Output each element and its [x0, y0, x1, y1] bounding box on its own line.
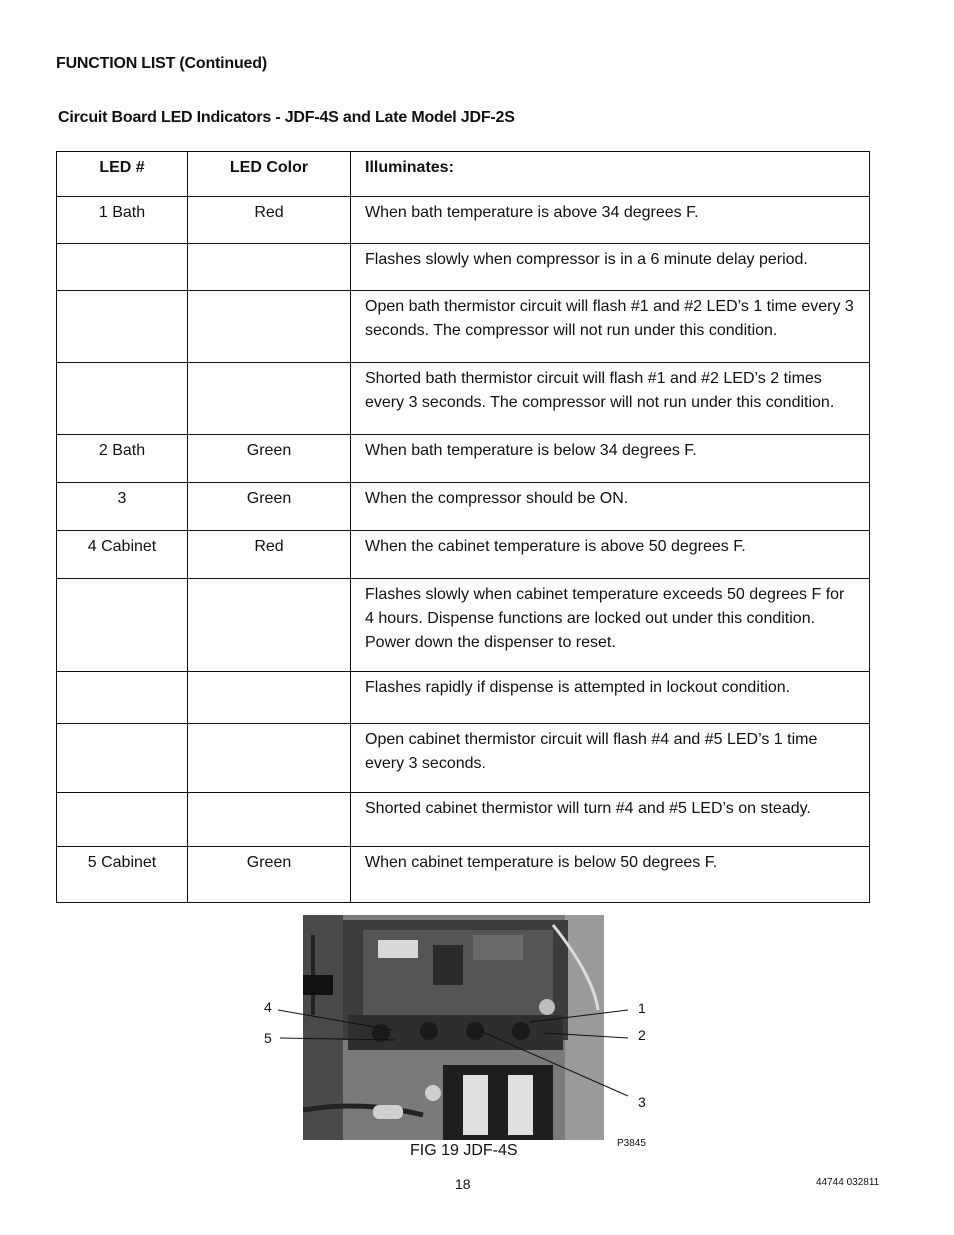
page-number: 18: [455, 1176, 471, 1192]
callout-label-1: 1: [638, 1000, 646, 1016]
header-illuminates: Illuminates:: [351, 152, 870, 197]
illuminates-cell: When bath temperature is above 34 degrees F.: [351, 197, 870, 244]
led-number-cell: 4 Cabinet: [57, 531, 188, 579]
illuminates-cell: When the compressor should be ON.: [351, 483, 870, 531]
illuminates-cell: Flashes slowly when cabinet temperature exceeds 50 degrees F for 4 hours. Dispense functions are locked out under this condition. Power down the dispenser to reset.: [351, 579, 870, 672]
led-number-cell: 5 Cabinet: [57, 847, 188, 903]
table-title: Circuit Board LED Indicators - JDF-4S and Late Model JDF-2S: [58, 109, 515, 126]
illuminates-cell: Flashes rapidly if dispense is attempted in lockout condition.: [351, 672, 870, 724]
led-color-cell: Red: [188, 197, 351, 244]
callout-label-2: 2: [638, 1027, 646, 1043]
illuminates-cell: Flashes slowly when compressor is in a 6 minute delay period.: [351, 244, 870, 291]
illuminates-cell: Shorted bath thermistor circuit will flash #1 and #2 LED’s 2 times every 3 seconds. The compressor will not run under this condition.: [351, 363, 870, 435]
illuminates-cell: When bath temperature is below 34 degrees F.: [351, 435, 870, 483]
callout-label-5: 5: [264, 1030, 272, 1046]
led-color-cell: Green: [188, 847, 351, 903]
led-number-cell: 2 Bath: [57, 435, 188, 483]
led-color-cell: Green: [188, 483, 351, 531]
figure-caption: FIG 19 JDF-4S: [410, 1142, 518, 1159]
led-number-cell: 1 Bath: [57, 197, 188, 244]
header-led-color: LED Color: [188, 152, 351, 197]
header-led-number: LED #: [57, 152, 188, 197]
illuminates-cell: Shorted cabinet thermistor will turn #4 and #5 LED’s on steady.: [351, 793, 870, 847]
led-color-cell: Green: [188, 435, 351, 483]
illuminates-cell: Open bath thermistor circuit will flash #1 and #2 LED’s 1 time every 3 seconds. The compressor will not run under this condition.: [351, 291, 870, 363]
illuminates-cell: When cabinet temperature is below 50 degrees F.: [351, 847, 870, 903]
callout-label-3: 3: [638, 1094, 646, 1110]
photo-code: P3845: [617, 1138, 646, 1149]
section-title: FUNCTION LIST (Continued): [56, 55, 267, 72]
document-code: 44744 032811: [816, 1177, 880, 1188]
callout-label-4: 4: [264, 999, 272, 1015]
illuminates-cell: Open cabinet thermistor circuit will flash #4 and #5 LED’s 1 time every 3 seconds.: [351, 724, 870, 793]
illuminates-cell: When the cabinet temperature is above 50 degrees F.: [351, 531, 870, 579]
led-color-cell: Red: [188, 531, 351, 579]
led-number-cell: 3: [57, 483, 188, 531]
